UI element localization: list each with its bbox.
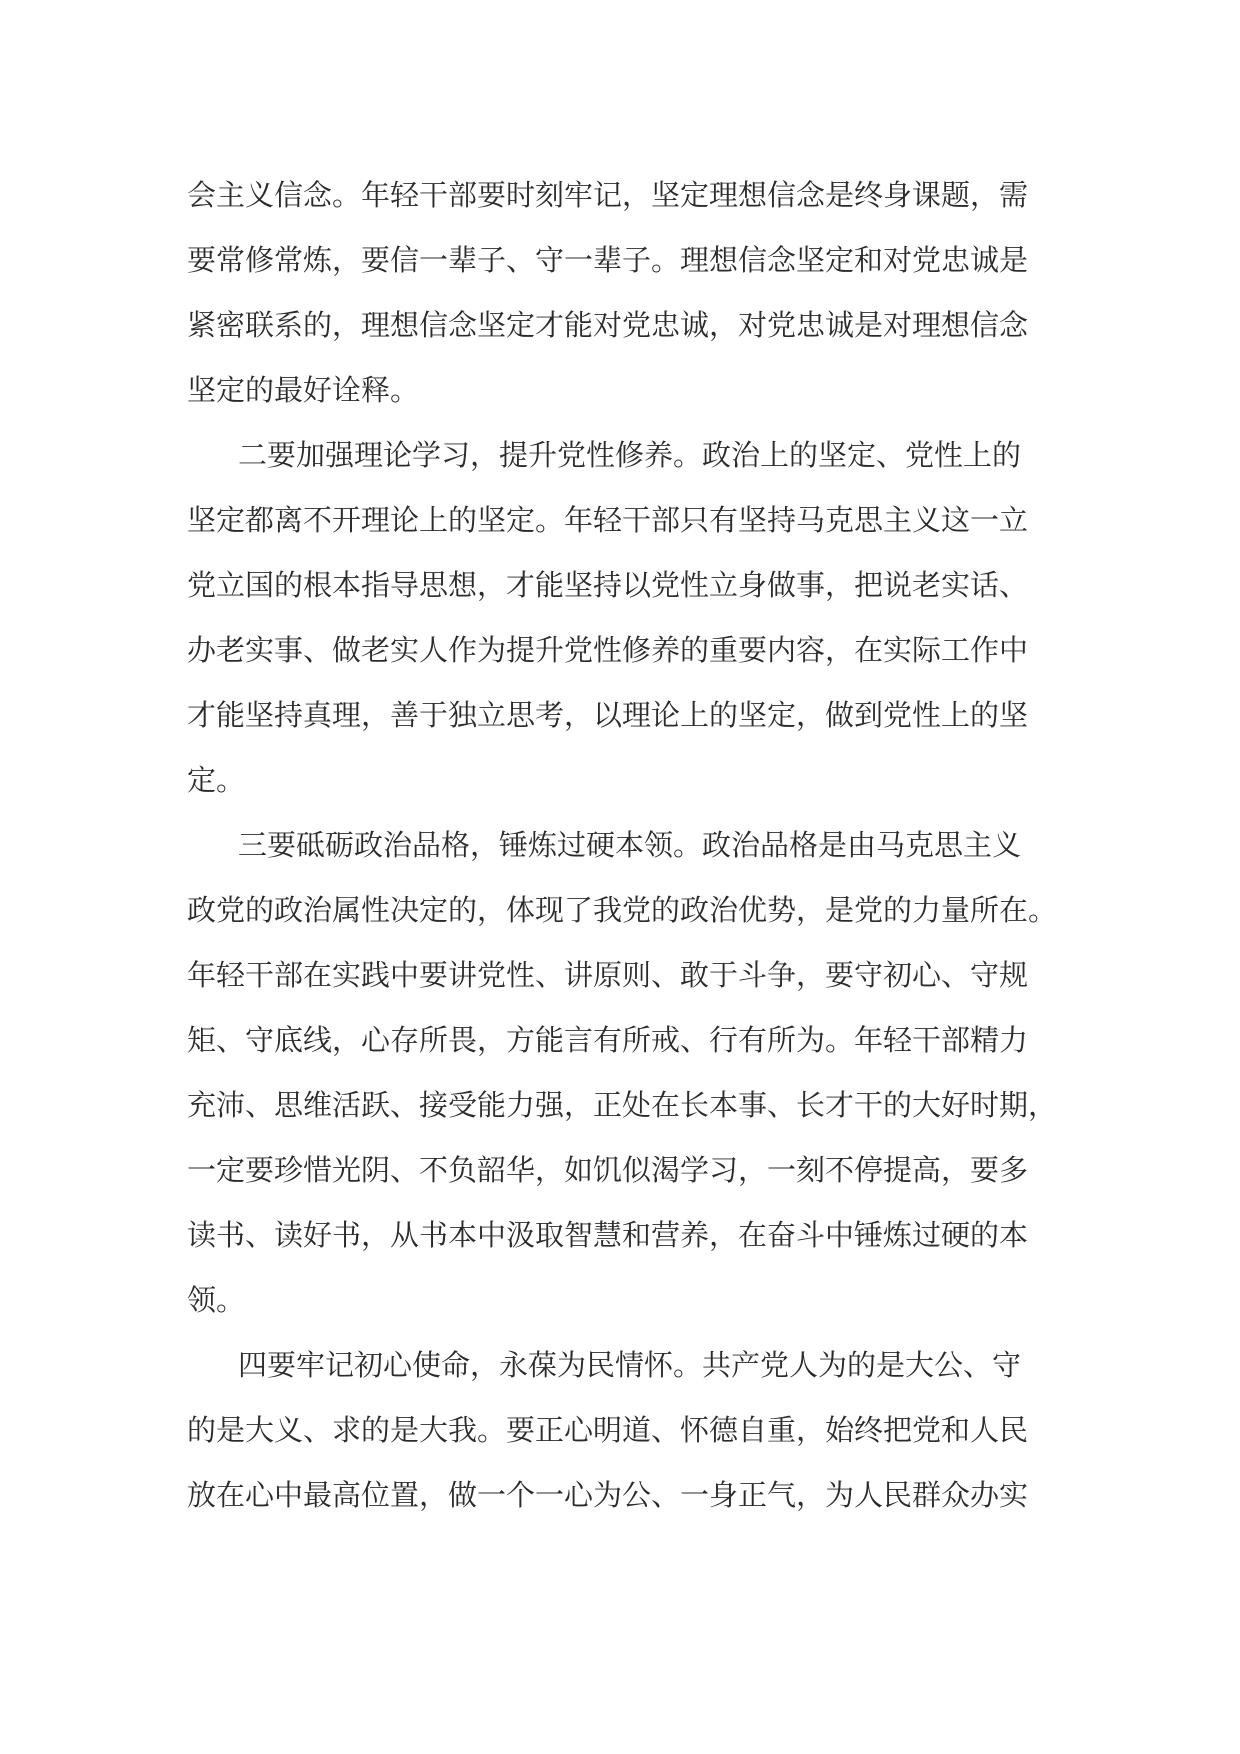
text-line: 定。 xyxy=(187,763,246,797)
text-line: 一定要珍惜光阴、不负韶华，如饥似渴学习，一刻不停提高，要多 xyxy=(187,1153,1029,1187)
paragraph-4 xyxy=(187,1342,1062,1537)
text-line: 才能坚持真理，善于独立思考，以理论上的坚定，做到党性上的坚 xyxy=(187,698,1029,732)
text-line: 会主义信念。年轻干部要时刻牢记，坚定理想信念是终身课题，需 xyxy=(187,178,1029,212)
text-line: 办老实事、做老实人作为提升党性修养的重要内容，在实际工作中 xyxy=(187,633,1029,667)
text-line: 党立国的根本指导思想，才能坚持以党性立身做事，把说老实话、 xyxy=(187,568,1029,602)
text-line: 政党的政治属性决定的，体现了我党的政治优势，是党的力量所在。 xyxy=(187,893,1058,927)
document-body xyxy=(187,172,1062,1537)
text-line: 二要加强理论学习，提升党性修养。政治上的坚定、党性上的 xyxy=(238,438,1022,472)
text-line: 四要牢记初心使命，永葆为民情怀。共产党人为的是大公、守 xyxy=(238,1348,1022,1382)
text-line: 读书、读好书，从书本中汲取智慧和营养，在奋斗中锤炼过硬的本 xyxy=(187,1218,1029,1252)
text-line: 坚定都离不开理论上的坚定。年轻干部只有坚持马克思主义这一立 xyxy=(187,503,1029,537)
paragraph-2 xyxy=(187,432,1062,822)
text-line: 三要砥砺政治品格，锤炼过硬本领。政治品格是由马克思主义 xyxy=(238,828,1022,862)
text-line: 紧密联系的，理想信念坚定才能对党忠诚，对党忠诚是对理想信念 xyxy=(187,308,1029,342)
text-line: 年轻干部在实践中要讲党性、讲原则、敢于斗争，要守初心、守规 xyxy=(187,958,1029,992)
text-line: 要常修常炼，要信一辈子、守一辈子。理想信念坚定和对党忠诚是 xyxy=(187,243,1029,277)
paragraph-3 xyxy=(187,822,1062,1342)
text-line: 放在心中最高位置，做一个一心为公、一身正气，为人民群众办实 xyxy=(187,1478,1029,1512)
text-line: 领。 xyxy=(187,1283,246,1317)
text-line: 充沛、思维活跃、接受能力强，正处在长本事、长才干的大好时期， xyxy=(187,1088,1058,1122)
paragraph-1 xyxy=(187,172,1062,432)
text-line: 矩、守底线，心存所畏，方能言有所戒、行有所为。年轻干部精力 xyxy=(187,1023,1029,1057)
text-line: 的是大义、求的是大我。要正心明道、怀德自重，始终把党和人民 xyxy=(187,1413,1029,1447)
text-line: 坚定的最好诠释。 xyxy=(187,373,420,407)
